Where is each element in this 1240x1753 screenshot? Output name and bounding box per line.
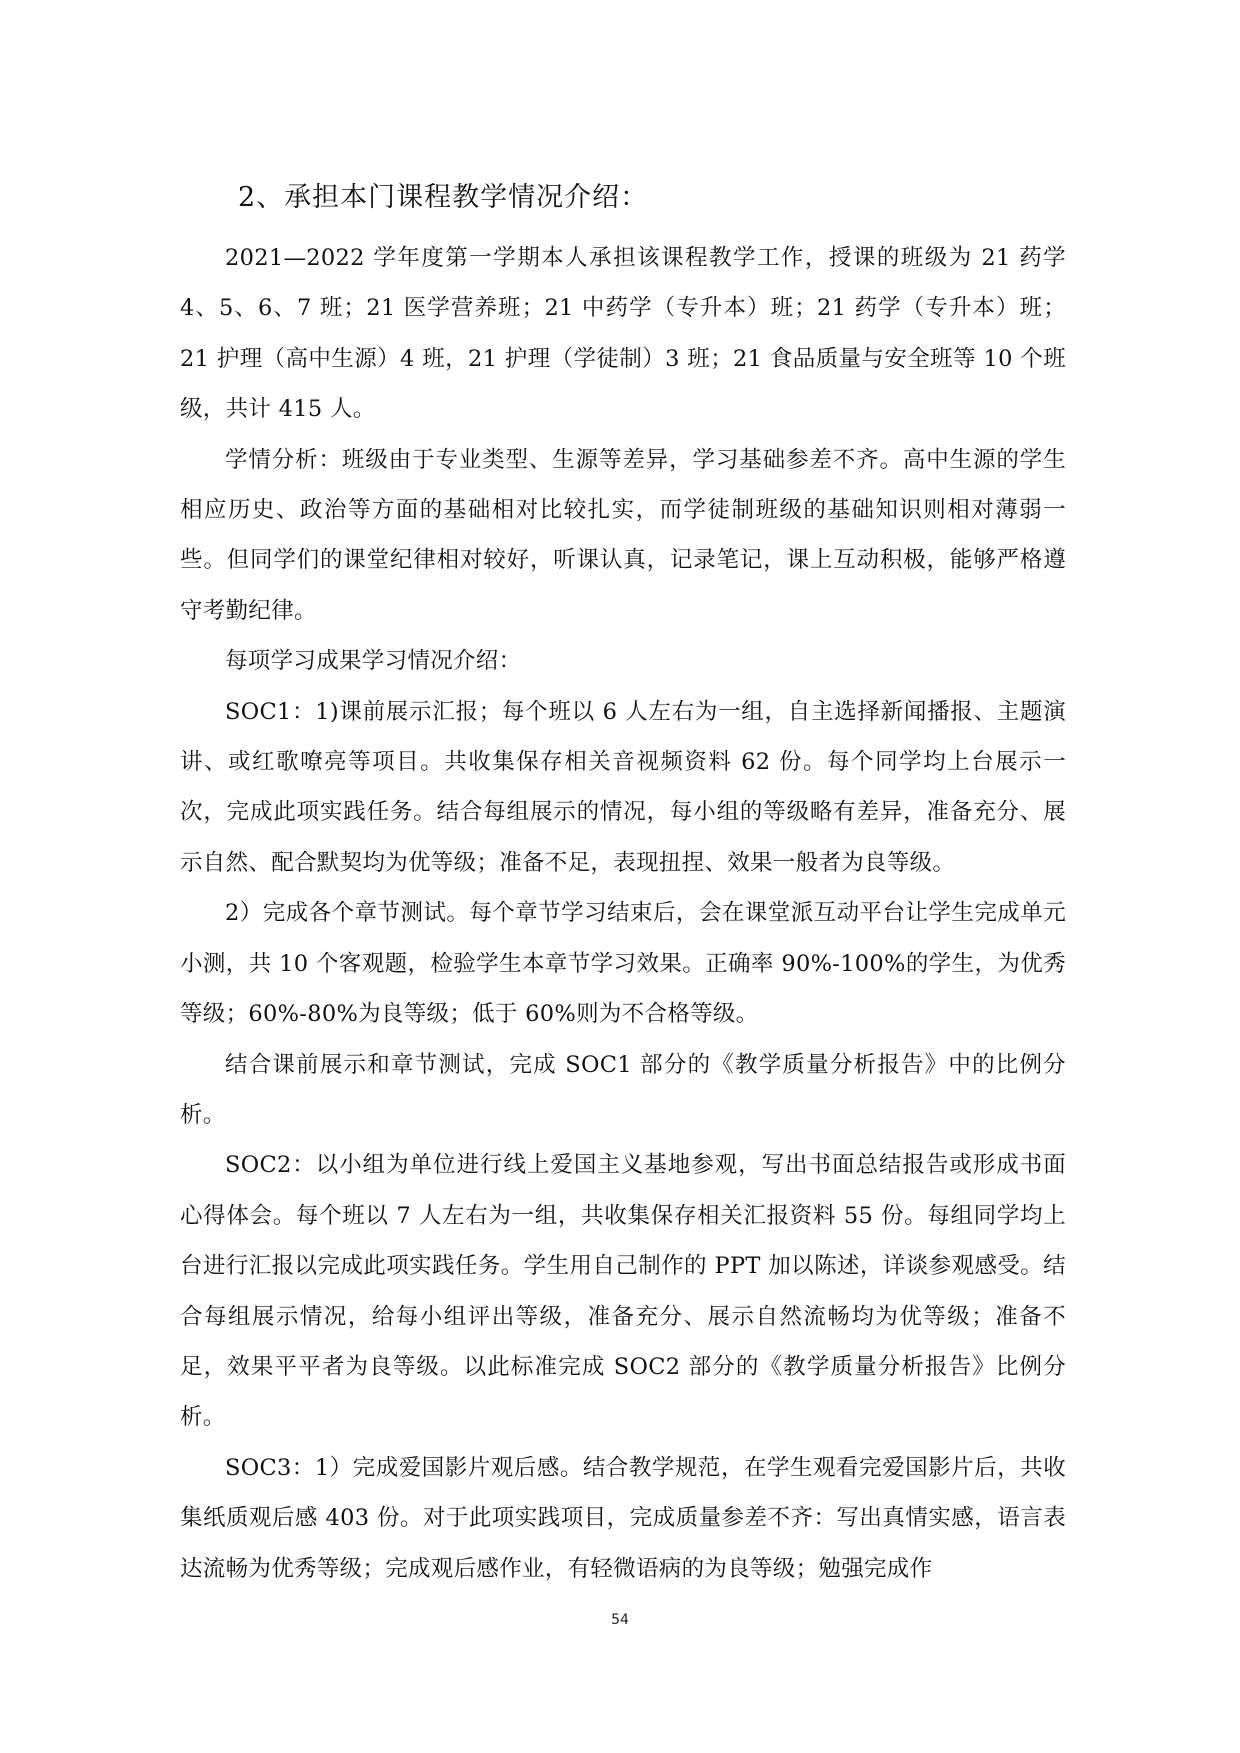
section-heading: 2、承担本门课程教学情况介绍： — [238, 182, 649, 213]
paragraph-teaching-assignment: 2021—2022 学年度第一学期本人承担该课程教学工作，授课的班级为 21 药学 4、5、6、7 班；21 医学营养班；21 中药学（专升本）班；21 药学（专升本）班；21 护理（高中生源）4 班，21 护理（学徒制）3 班；21 食品质量与安全班等 10 个班级，共计 415 人。 — [180, 245, 1066, 423]
page-number: 54 — [611, 1612, 629, 1628]
body-text — [180, 233, 1066, 1594]
paragraph-soc1-presentation: SOC1：1)课前展示汇报；每个班以 6 人左右为一组，自主选择新闻播报、主题演讲、或红歌嘹亮等项目。共收集保存相关音视频资料 62 份。每个同学均上台展示一次，完成此项实践任务。结合每组展示的情况，每小组的等级略有差异，准备充分、展示自然、配合默契均为优等级；准备不足，表现扭捏、效果一般者为良等级。 — [180, 698, 1066, 876]
paragraph-soc1-summary: 结合课前展示和章节测试，完成 SOC1 部分的《教学质量分析报告》中的比例分析。 — [180, 1051, 1066, 1128]
paragraph-student-analysis: 学情分析：班级由于专业类型、生源等差异，学习基础参差不齐。高中生源的学生相应历史、政治等方面的基础相对比较扎实，而学徒制班级的基础知识则相对薄弱一些。但同学们的课堂纪律相对较好，听课认真，记录笔记，课上互动积极，能够严格遵守考勤纪律。 — [180, 446, 1066, 624]
paragraph-soc2: SOC2：以小组为单位进行线上爱国主义基地参观，写出书面总结报告或形成书面心得体会。每个班以 7 人左右为一组，共收集保存相关汇报资料 55 份。每组同学均上台进行汇报以完成此项实践任务。学生用自己制作的 PPT 加以陈述，详谈参观感受。结合每组展示情况，给每小组评出等级，准备充分、展示自然流畅均为优等级；准备不足，效果平平者为良等级。以此标准完成 SOC2 部分的《教学质量分析报告》比例分析。 — [180, 1152, 1066, 1431]
paragraph-outcomes-intro: 每项学习成果学习情况介绍： — [225, 648, 522, 675]
paragraph-soc1-tests: 2）完成各个章节测试。每个章节学习结束后，会在课堂派互动平台让学生完成单元小测，共 10 个客观题，检验学生本章节学习效果。正确率 90%-100%的学生，为优秀等级；60%-80%为良等级；低于 60%则为不合格等级。 — [180, 900, 1066, 1028]
paragraph-soc3: SOC3：1）完成爱国影片观后感。结合教学规范，在学生观看完爱国影片后，共收集纸质观后感 403 份。对于此项实践项目，完成质量参差不齐：写出真情实感，语言表达流畅为优秀等级；完成观后感作业，有轻微语病的为良等级；勉强完成作 — [180, 1454, 1066, 1582]
